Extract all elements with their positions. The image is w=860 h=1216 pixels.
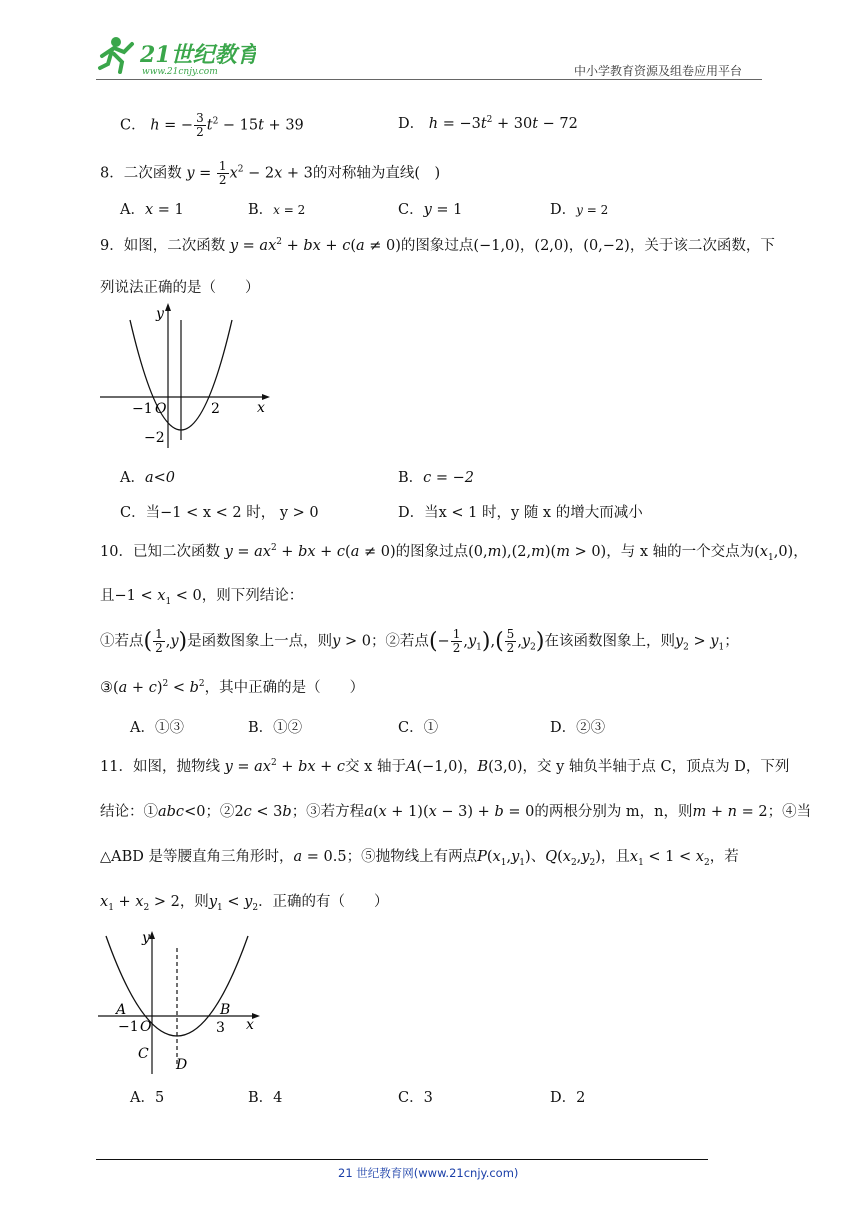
q10-option-b: B．①② bbox=[248, 720, 303, 736]
q9-two-label: 2 bbox=[211, 401, 220, 417]
q11-point-c-label: C bbox=[138, 1046, 149, 1062]
q11-option-a: A．5 bbox=[130, 1090, 165, 1106]
header-rule bbox=[96, 79, 762, 80]
q9-option-d: D．当x < 1 时，y 随 x 的增大而减小 bbox=[398, 505, 643, 521]
q11-line2: 结论：①abc<0；②2c < 3b；③若方程a(x + 1)(x − 3) + b = 0的两根分别为 m，n，则m + n = 2；④当 bbox=[100, 804, 812, 820]
q11-stem: 11．如图，抛物线 $y = ax^2$ + bx + c交 x 轴于A(−1,0)，B(3,0)，交 y 轴负半轴于点 C，顶点为 D，下列 bbox=[100, 758, 790, 775]
q11-neg1-label: −1 bbox=[118, 1019, 139, 1035]
q10-option-c: C．① bbox=[398, 720, 439, 736]
platform-name: 中小学教育资源及组卷应用平台 bbox=[574, 64, 743, 78]
q8-option-c: C．y = 1 bbox=[398, 202, 463, 218]
q7-option-d: D． $h = -3t^2 + 30t - 72$ bbox=[398, 115, 578, 132]
q9-stem-line2: 列说法正确的是（ ） bbox=[100, 280, 260, 296]
q11-line4: $x_1 + x_2 > 2$，则$y_1 < y_2$．正确的有（ ） bbox=[100, 894, 389, 913]
q11-three-label: 3 bbox=[216, 1020, 225, 1036]
q11-x-label: x bbox=[246, 1017, 254, 1033]
q9-graph bbox=[98, 300, 278, 450]
q10-line2: 且$-1 < x_1 < 0$，则下列结论： bbox=[100, 588, 304, 607]
q8-stem: 8．二次函数 y = $\frac{1}{2}$ $x^2 - 2x + 3$的对称轴为直线( ) bbox=[100, 159, 441, 187]
q8-option-a: A．x = 1 bbox=[120, 202, 184, 218]
q11-origin-label: O bbox=[140, 1019, 152, 1035]
q11-point-b-label: B bbox=[220, 1002, 231, 1018]
q9-neg2-label: −2 bbox=[144, 430, 165, 446]
q11-line3: △ABD 是等腰直角三角形时，a = 0.5；⑤抛物线上有两点$P(x_1,y_1)$、$Q(x_2,y_2)$，且$x_1 < 1 < x_2$，若 bbox=[100, 849, 739, 868]
q8-option-b: B．x = 2 bbox=[248, 202, 306, 218]
q10-stem: 10．已知二次函数 $y = ax^2$ + bx + c(a ≠ 0)的图象过点(0,m),(2,m)(m > 0)，与 x 轴的一个交点为$(x_1,0)$， bbox=[100, 543, 808, 563]
logo-text: 21世纪教育 bbox=[140, 42, 256, 68]
q10-conclusion-3: ③(a + $c)^2 < b^2$，其中正确的是（ ） bbox=[100, 679, 365, 696]
q7-option-c: C． h = − $\frac{3}{2}$ $t^2 - 15t + 39$ bbox=[120, 111, 304, 139]
q10-conclusions-1-2: ①若点( $\frac{1}{2}$ ,y)是函数图象上一点，则y > 0；②若点(− $\frac{1}{2}$ $,y_1$),( $\frac{5}{2}$ $,y_2$)在该函数图象上，则$y_2 > y_1$； bbox=[100, 627, 739, 655]
q9-x-label: x bbox=[257, 400, 265, 416]
q9-option-c: C．当−1 < x < 2 时， y > 0 bbox=[120, 505, 319, 521]
q11-point-d-label: D bbox=[176, 1057, 188, 1073]
logo-runner-icon bbox=[96, 34, 256, 78]
q11-option-c: C．3 bbox=[398, 1090, 433, 1106]
footer-link[interactable]: 21 世纪教育网(www.21cnjy.com) bbox=[338, 1166, 519, 1180]
q9-option-b: B．c = −2 bbox=[398, 470, 475, 486]
q9-option-a: A．a<0 bbox=[120, 470, 176, 486]
q10-option-a: A．①③ bbox=[130, 720, 184, 736]
q11-graph bbox=[96, 926, 266, 1076]
q9-origin-label: O bbox=[155, 401, 167, 417]
q11-y-label: y bbox=[142, 930, 150, 946]
q8-option-d: D．y = 2 bbox=[550, 202, 609, 218]
footer-rule bbox=[96, 1159, 708, 1160]
logo bbox=[96, 34, 256, 78]
q9-y-label: y bbox=[156, 306, 164, 322]
q11-point-a-label: A bbox=[116, 1002, 127, 1018]
q10-option-d: D．②③ bbox=[550, 720, 606, 736]
q11-option-b: B．4 bbox=[248, 1090, 283, 1106]
logo-url: www.21cnjy.com bbox=[142, 67, 218, 77]
q9-neg1-label: −1 bbox=[132, 401, 153, 417]
q11-option-d: D．2 bbox=[550, 1090, 586, 1106]
q9-stem: 9．如图，二次函数 $y = ax^2$ + bx + c(a ≠ 0)的图象过点(−1,0)，(2,0)，(0,−2)，关于该二次函数，下 bbox=[100, 237, 775, 254]
